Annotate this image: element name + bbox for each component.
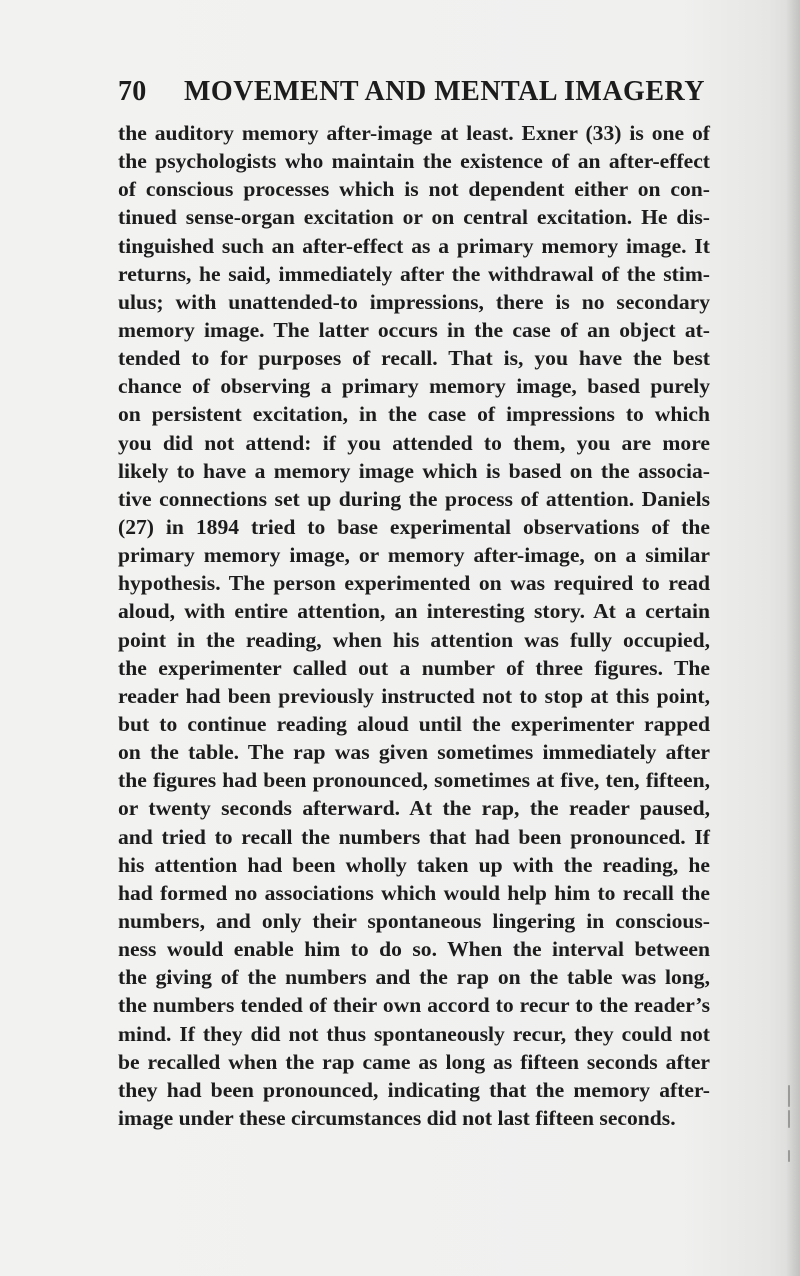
text-line: or twenty seconds afterward. At the rap, the reader paused, <box>118 796 710 821</box>
text-line: you did not attend: if you attended to them, you are more <box>118 430 710 455</box>
text-line: the figures had been pronounced, sometimes at five, ten, fifteen, <box>118 768 710 793</box>
text-line: ulus; with unattended-to impressions, there is no secondary <box>118 289 710 314</box>
text-line: the auditory memory after-image at least. Exner (33) is one of <box>118 121 710 145</box>
text-line: and tried to recall the numbers that had been pronounced. If <box>118 824 710 849</box>
text-line: of conscious processes which is not dependent either on con- <box>118 177 710 202</box>
text-line: returns, he said, immediately after the withdrawal of the stim- <box>118 261 710 286</box>
page-number: 70 <box>118 76 147 107</box>
text-line: chance of observing a primary memory image, based purely <box>118 374 710 399</box>
text-line: on persistent excitation, in the case of impressions to which <box>118 402 710 427</box>
text-line: tended to for purposes of recall. That is, you have the best <box>118 346 710 371</box>
page-header <box>118 76 705 112</box>
page-edge-mark <box>788 1150 790 1162</box>
text-line: be recalled when the rap came as long as fifteen seconds after <box>118 1049 710 1074</box>
text-line: point in the reading, when his attention was fully occupied, <box>118 627 710 652</box>
text-line: on the table. The rap was given sometimes immediately after <box>118 740 710 765</box>
text-line: likely to have a memory image which is based on the associa- <box>118 458 710 483</box>
page-edge-mark <box>788 1085 790 1107</box>
text-line: image under these circumstances did not last fifteen seconds. <box>118 1105 676 1130</box>
text-line: tinued sense-organ excitation or on central excitation. He dis- <box>118 205 710 230</box>
text-line: the experimenter called out a number of three figures. The <box>118 655 710 680</box>
text-line: the giving of the numbers and the rap on the table was long, <box>118 965 710 990</box>
text-line: the numbers tended of their own accord to recur to the reader’s <box>118 993 710 1018</box>
page-edge-mark <box>788 1110 790 1128</box>
text-line: they had been pronounced, indicating that the memory after- <box>118 1077 710 1102</box>
text-line: reader had been previously instructed not to stop at this point, <box>118 683 710 708</box>
text-line: aloud, with entire attention, an interesting story. At a certain <box>118 599 710 624</box>
text-line: mind. If they did not thus spontaneously recur, they could not <box>118 1021 710 1046</box>
text-line: tive connections set up during the process of attention. Daniels <box>118 486 710 511</box>
text-line: the psychologists who maintain the existence of an after-effect <box>118 149 710 174</box>
text-line: but to continue reading aloud until the experimenter rapped <box>118 711 710 736</box>
text-line: primary memory image, or memory after-image, on a similar <box>118 543 710 568</box>
text-line: had formed no associations which would help him to recall the <box>118 880 710 905</box>
running-head: MOVEMENT AND MENTAL IMAGERY <box>184 76 705 107</box>
text-line: numbers, and only their spontaneous lingering in conscious- <box>118 908 710 933</box>
text-line: (27) in 1894 tried to base experimental observations of the <box>118 514 710 539</box>
text-line: his attention had been wholly taken up with the reading, he <box>118 852 710 877</box>
text-line: tinguished such an after-effect as a primary memory image. It <box>118 233 710 258</box>
text-line: ness would enable him to do so. When the interval between <box>118 937 710 962</box>
text-line: hypothesis. The person experimented on was required to read <box>118 571 710 596</box>
body-paragraph <box>118 119 710 1132</box>
text-line: memory image. The latter occurs in the case of an object at- <box>118 317 710 342</box>
